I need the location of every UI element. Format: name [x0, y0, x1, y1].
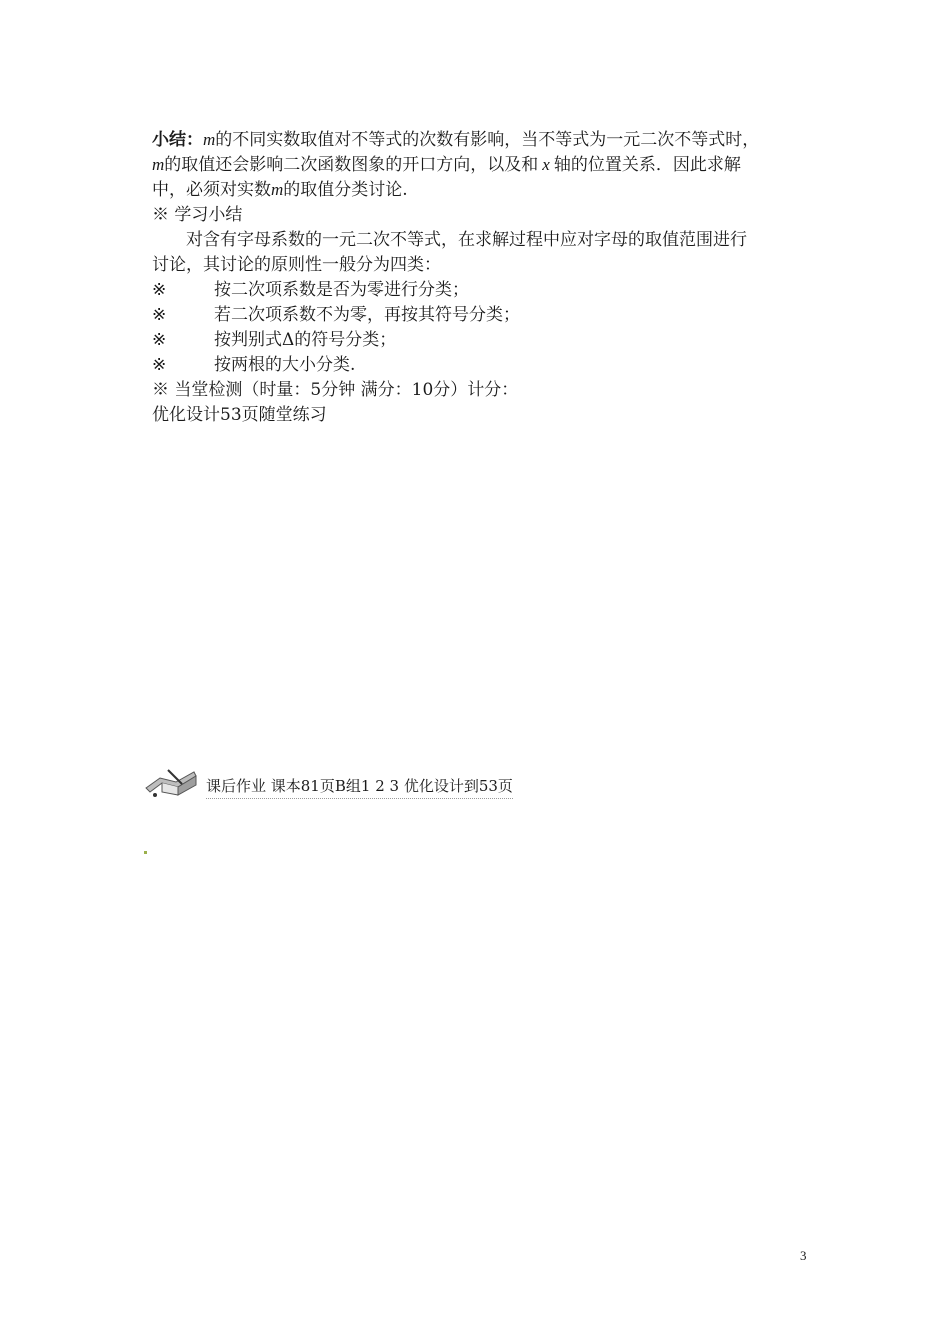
list-item: ※ 按二次项系数是否为零进行分类； [152, 280, 469, 300]
page-number: 3 [800, 1248, 807, 1263]
book-pen-icon [142, 762, 202, 800]
decorative-dot [144, 851, 147, 854]
list-item: ※ 按判别式Δ的符号分类； [152, 330, 397, 350]
study-paragraph-line-2: 讨论，其讨论的原则性一般分为四类： [152, 255, 441, 275]
list-item: ※ 若二次项系数不为零，再按其符号分类； [152, 305, 520, 325]
reference-mark-icon: ※ [152, 305, 167, 325]
summary-line-1: 小结：m的不同实数取值对不等式的次数有影响，当不等式为一元二次不等式时， [152, 130, 760, 150]
class-check-heading: ※ 当堂检测（时量：5分钟 满分：10分）计分： [152, 380, 519, 400]
reference-mark-icon: ※ [152, 330, 167, 350]
class-check-exercise: 优化设计53页随堂练习 [152, 405, 327, 425]
summary-line-3: 中，必须对实数m的取值分类讨论. [152, 180, 408, 200]
study-summary-heading: ※ 学习小结 [152, 205, 243, 225]
reference-mark-icon: ※ [152, 280, 167, 300]
reference-mark-icon: ※ [152, 355, 167, 375]
summary-label: 小结 [152, 130, 186, 150]
homework-text: 课后作业 课本81页B组1 2 3 优化设计到53页 [206, 775, 513, 799]
list-item: ※ 按两根的大小分类. [152, 355, 356, 375]
summary-line-2: m的取值还会影响二次函数图象的开口方向，以及和 x 轴的位置关系．因此求解 [152, 155, 741, 175]
study-paragraph-line-1: 对含有字母系数的一元二次不等式，在求解过程中应对字母的取值范围进行 [186, 230, 747, 250]
